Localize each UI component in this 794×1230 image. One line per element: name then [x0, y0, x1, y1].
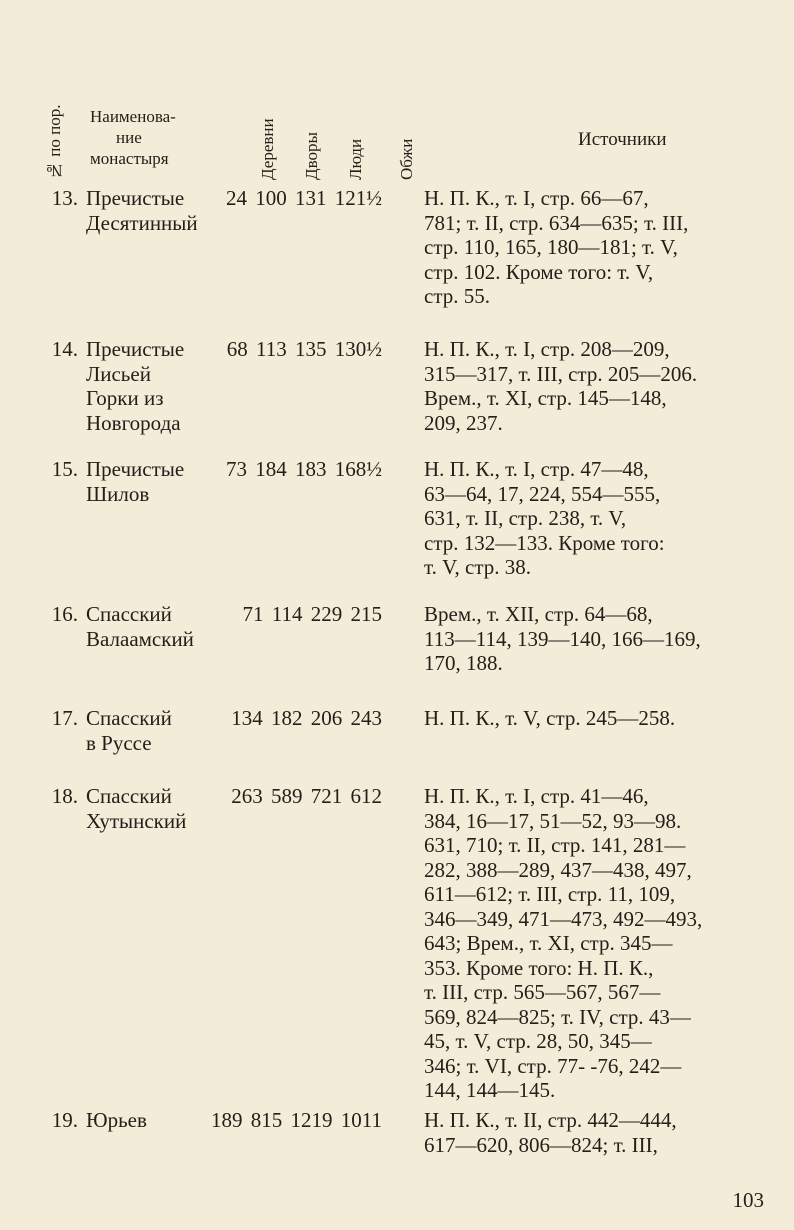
header-obzhi: Обжи — [397, 138, 416, 180]
name-line: Пречистые — [86, 186, 185, 210]
source-line: 781; т. II, стр. 634—635; т. III, — [424, 210, 689, 235]
header-sources: Источники — [578, 129, 667, 150]
source-line: стр. 110, 165, 180—181; т. V, — [424, 235, 678, 259]
source-line: т. III, стр. 565—567, 567— — [424, 980, 661, 1004]
row-sources — [424, 784, 742, 1103]
header-name-line: Наименова- — [90, 107, 176, 126]
source-line: 611—612; т. III, стр. 11, 109, — [424, 882, 676, 906]
monastery-name — [86, 706, 226, 755]
source-line: Н. П. К., т. I, стр. 47—48, — [424, 457, 649, 481]
row-sources — [424, 706, 742, 731]
source-line: Врем., т. XI, стр. 145—148, — [424, 386, 667, 410]
header-name-line: ние — [116, 128, 142, 147]
name-line: Горки из — [86, 386, 164, 410]
source-line: Н. П. К., т. I, стр. 41—46, — [424, 784, 649, 808]
header-households: Дворы — [302, 132, 321, 180]
monastery-name — [86, 186, 226, 235]
source-line: Н. П. К., т. V, стр. 245—258. — [424, 706, 676, 730]
name-line: Пречистые — [86, 337, 185, 361]
header-people: Люди — [346, 138, 365, 180]
source-line: Н. П. К., т. I, стр. 66—67, — [424, 186, 649, 210]
row-sources — [424, 337, 742, 435]
row-figures: 263 589 721 612 — [231, 784, 382, 808]
row-figures: 68 113 135 130½ — [226, 337, 382, 361]
row-sources — [424, 457, 742, 580]
source-line: 353. Кроме того: Н. П. К., — [424, 955, 654, 980]
source-line: 63—64, 17, 224, 554—555, — [424, 481, 661, 506]
source-line: 384, 16—17, 51—52, 93—98. — [424, 808, 682, 833]
name-line: Хутынский — [86, 808, 187, 833]
header-name-line: монастыря — [90, 149, 169, 168]
source-line: 170, 188. — [424, 651, 503, 675]
source-line: 282, 388—289, 437—438, 497, — [424, 857, 692, 882]
row-figures: 71 114 229 215 — [242, 602, 382, 626]
name-line: Спасский — [86, 602, 172, 626]
row-figures: 24 100 131 121½ — [226, 186, 382, 210]
monastery-name — [86, 337, 226, 435]
page-number: 103 — [732, 1188, 764, 1212]
source-line: 346; т. VI, стр. 77- -76, 242— — [424, 1053, 682, 1078]
name-line: Валаамский — [86, 626, 194, 651]
row-number: 19. — [51, 1108, 78, 1132]
source-line: Н. П. К., т. I, стр. 208—209, — [424, 337, 670, 361]
source-line: 617—620, 806—824; т. III, — [424, 1132, 658, 1157]
source-line: стр. 55. — [424, 284, 491, 308]
row-number: 13. — [51, 186, 78, 210]
name-line: Пречистые — [86, 457, 185, 481]
source-line: т. V, стр. 38. — [424, 555, 532, 579]
monastery-name — [86, 784, 226, 833]
row-sources — [424, 602, 742, 676]
header-number: № по пор. — [45, 104, 64, 180]
row-sources — [424, 186, 742, 309]
row-figures: 134 182 206 243 — [231, 706, 382, 730]
name-line: Спасский — [86, 706, 172, 730]
name-line: Юрьев — [86, 1108, 147, 1132]
source-line: 643; Врем., т. XI, стр. 345— — [424, 931, 673, 955]
header-villages: Деревни — [258, 118, 277, 180]
row-number: 14. — [51, 337, 78, 361]
source-line: 346—349, 471—473, 492—493, — [424, 906, 703, 931]
source-line: Н. П. К., т. II, стр. 442—444, — [424, 1108, 677, 1132]
name-line: Шилов — [86, 481, 150, 506]
name-line: Спасский — [86, 784, 172, 808]
row-sources — [424, 1108, 742, 1157]
name-line: Десятинный — [86, 210, 198, 235]
name-line: Новгорода — [86, 410, 181, 435]
name-line: Лисьей — [86, 361, 151, 386]
source-line: 631, т. II, стр. 238, т. V, — [424, 506, 627, 530]
source-line: стр. 102. Кроме того: т. V, — [424, 259, 654, 284]
source-line: 209, 237. — [424, 410, 503, 435]
name-line: в Руссе — [86, 730, 152, 755]
row-number: 18. — [51, 784, 78, 808]
row-figures: 189 815 1219 1011 — [211, 1108, 382, 1132]
row-number: 16. — [51, 602, 78, 626]
monastery-name — [86, 1108, 226, 1133]
source-line: 569, 824—825; т. IV, стр. 43— — [424, 1004, 691, 1029]
source-line: 144, 144—145. — [424, 1078, 556, 1102]
source-line: стр. 132—133. Кроме того: — [424, 530, 665, 555]
monastery-name — [86, 457, 226, 506]
source-line: Врем., т. XII, стр. 64—68, — [424, 602, 653, 626]
header-name — [90, 106, 176, 169]
row-number: 15. — [51, 457, 78, 481]
source-line: 113—114, 139—140, 166—169, — [424, 626, 701, 651]
source-line: 631, 710; т. II, стр. 141, 281— — [424, 833, 686, 857]
source-line: 45, т. V, стр. 28, 50, 345— — [424, 1029, 652, 1053]
row-figures: 73 184 183 168½ — [226, 457, 382, 481]
monastery-name — [86, 602, 226, 651]
row-number: 17. — [51, 706, 78, 730]
source-line: 315—317, т. III, стр. 205—206. — [424, 361, 698, 386]
